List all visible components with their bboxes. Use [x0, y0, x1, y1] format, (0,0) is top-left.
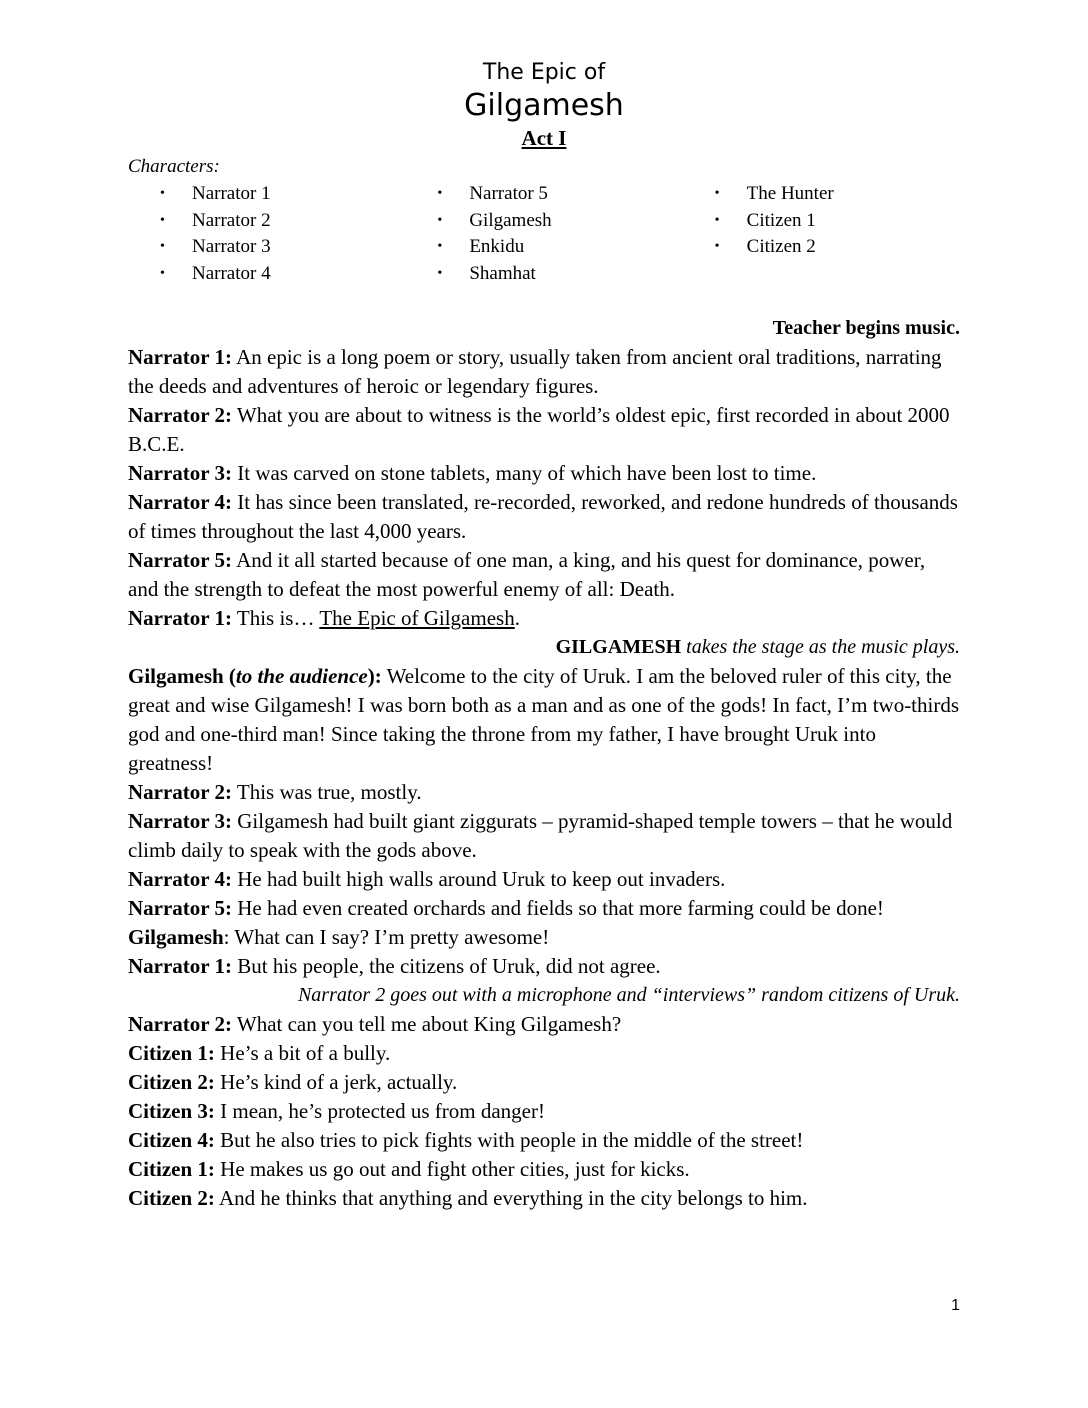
line-text: Welcome to the city of Uruk. I am the beloved ruler of this city, the great and wise Gilgamesh! I was born both as a man and as one of the gods! In fact, I’m two-thirds god and one-third man! Since taking the throne from my father, I have brought Uruk into greatness! [128, 664, 960, 775]
speaker-label: Citizen 2: [128, 1070, 215, 1094]
stage-text: takes the stage as the music plays. [681, 636, 960, 658]
speaker-label: Narrator 1: [128, 606, 232, 630]
speaker-label: Narrator 2: [128, 1012, 232, 1036]
character-item [128, 261, 405, 288]
play-title: The Epic of Gilgamesh [319, 606, 515, 630]
character-name: Gilgamesh [469, 209, 552, 231]
character-name: Narrator 4 [192, 262, 271, 284]
line-text: And it all started because of one man, a king, and his quest for dominance, power, and the strength to defeat the most powerful enemy of all: Death. [128, 548, 926, 601]
character-name: Enkidu [469, 236, 525, 257]
dialogue-line [128, 1155, 960, 1184]
bullet-icon: • [714, 212, 720, 228]
line-text: I mean, he’s protected us from danger! [214, 1099, 545, 1123]
bullet-icon: • [714, 239, 720, 254]
character-column-1 [128, 181, 405, 287]
line-text: And he thinks that anything and everything in the city belongs to him. [214, 1186, 808, 1210]
dialogue-line [128, 807, 960, 865]
character-item [683, 234, 960, 261]
character-name: Narrator 3 [192, 236, 271, 257]
dialogue-line [128, 778, 960, 807]
character-name: Narrator 5 [469, 183, 548, 204]
line-text: It has since been translated, re-recorded, reworked, and redone hundreds of thousands of times throughout the last 4,000 years. [128, 490, 958, 543]
speaker-label: Citizen 2: [128, 1186, 215, 1210]
character-name: Narrator 2 [192, 209, 271, 231]
speaker-label: Narrator 4: [128, 490, 232, 514]
speaker-label: Narrator 5: [128, 896, 232, 920]
bullet-icon: • [160, 212, 165, 228]
speaker-label: Narrator 5: [128, 548, 232, 572]
bullet-icon: • [160, 186, 165, 201]
line-text: He makes us go out and fight other cities, just for kicks. [214, 1157, 690, 1181]
stage-direction-gilgamesh [128, 633, 960, 662]
speaker-label: Citizen 1: [128, 1041, 215, 1065]
character-name: Shamhat [469, 262, 536, 284]
bullet-icon: • [437, 265, 443, 281]
character-item [405, 234, 682, 261]
line-text: An epic is a long poem or story, usually taken from ancient oral traditions, narrating the deeds and adventures of heroic or legendary figures. [128, 345, 942, 398]
dialogue-line [128, 865, 960, 894]
bullet-icon: • [714, 186, 720, 201]
character-item [128, 234, 405, 261]
bullet-icon: • [437, 186, 443, 201]
line-text: This was true, mostly. [232, 780, 422, 804]
speaker-label: Citizen 1: [128, 1157, 215, 1181]
character-item [128, 208, 405, 235]
character-name: Citizen 1 [746, 209, 816, 231]
dialogue-line [128, 488, 960, 546]
speaker-label: Citizen 3: [128, 1099, 215, 1123]
dialogue-line [128, 1184, 960, 1213]
character-item [128, 181, 405, 208]
speaker-label: Gilgamesh (to the audience): [128, 664, 382, 688]
dialogue-line [128, 546, 960, 604]
speaker-label: Narrator 3: [128, 461, 232, 485]
page-number: 1 [951, 1297, 960, 1314]
line-text: This is… [232, 606, 320, 630]
speaker-label: Narrator 1: [128, 345, 232, 369]
speaker-label: Gilgamesh [128, 925, 224, 949]
line-text: . [514, 606, 520, 630]
bullet-icon: • [437, 239, 443, 254]
line-text: He’s kind of a jerk, actually. [214, 1070, 458, 1094]
line-text: : What can I say? I’m pretty awesome! [223, 925, 550, 949]
dialogue-block-2 [128, 778, 960, 981]
character-item [683, 208, 960, 235]
character-name: Citizen 2 [746, 236, 816, 257]
act-heading: Act I [521, 126, 567, 150]
line-text: But his people, the citizens of Uruk, did not agree. [232, 954, 661, 978]
stage-character-name: GILGAMESH [555, 636, 682, 658]
line-text: But he also tries to pick fights with people in the middle of the street! [214, 1128, 804, 1152]
dialogue-line [128, 923, 960, 952]
line-text: What can you tell me about King Gilgamesh? [232, 1012, 622, 1036]
dialogue-line-gilgamesh-intro [128, 662, 960, 778]
line-text: It was carved on stone tablets, many of which have been lost to time. [232, 461, 817, 485]
dialogue-block-3 [128, 1010, 960, 1213]
bullet-icon: • [437, 212, 443, 228]
character-column-2 [405, 181, 682, 287]
line-text: Gilgamesh had built giant ziggurats – pyramid-shaped temple towers – that he would climb daily to speak with the gods above. [128, 809, 953, 862]
speaker-label: Narrator 3: [128, 809, 232, 833]
character-item [405, 181, 682, 208]
bullet-icon: • [160, 239, 165, 254]
dialogue-line [128, 1010, 960, 1039]
speaker-label: Narrator 2: [128, 780, 232, 804]
characters-label: Characters: [128, 156, 220, 177]
title-line-2: Gilgamesh [464, 88, 624, 123]
character-name: The Hunter [746, 183, 834, 204]
line-text: He had even created orchards and fields so that more farming could be done! [232, 896, 884, 920]
speaker-label: Narrator 1: [128, 954, 232, 978]
line-text: He’s a bit of a bully. [214, 1041, 391, 1065]
character-item [683, 181, 960, 208]
stage-direction-interviews: Narrator 2 goes out with a microphone and “interviews” random citizens of Uruk. [297, 984, 960, 1006]
character-item [405, 208, 682, 235]
character-column-3 [683, 181, 960, 287]
speaker-label: Citizen 4: [128, 1128, 215, 1152]
character-item [405, 261, 682, 288]
stage-direction-music: Teacher begins music. [772, 317, 960, 339]
dialogue-line [128, 952, 960, 981]
bullet-icon: • [160, 265, 165, 281]
dialogue-block-1 [128, 343, 960, 604]
dialogue-line-narrator-1-title [128, 604, 960, 633]
title-line-1: The Epic of [482, 60, 606, 85]
dialogue-line [128, 1126, 960, 1155]
dialogue-line [128, 459, 960, 488]
dialogue-line [128, 343, 960, 401]
line-text: He had built high walls around Uruk to keep out invaders. [232, 867, 726, 891]
dialogue-line [128, 1068, 960, 1097]
dialogue-line [128, 1097, 960, 1126]
script-page [128, 58, 960, 1213]
dialogue-line [128, 401, 960, 459]
character-list [128, 181, 960, 287]
character-name: Narrator 1 [192, 183, 271, 204]
speaker-label: Narrator 4: [128, 867, 232, 891]
dialogue-line [128, 1039, 960, 1068]
dialogue-line [128, 894, 960, 923]
line-text: What you are about to witness is the world’s oldest epic, first recorded in about 2000 B.C.E. [128, 403, 950, 456]
speaker-label: Narrator 2: [128, 403, 232, 427]
